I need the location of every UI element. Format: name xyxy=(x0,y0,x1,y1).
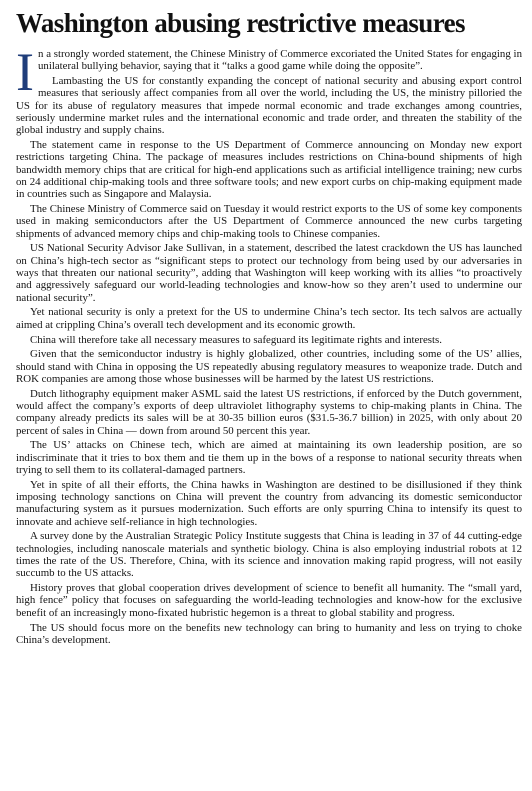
article-paragraph: Yet in spite of all their efforts, the China hawks in Washington are destined to be disillusioned if they think imposing technology sanctions on China will prevent the country from advancing its domestic semiconductor manufacturing system as it pursues modernization. Such efforts are only spurring China to intensify its quest to innovate and achieve self-reliance in high technologies. xyxy=(16,478,522,528)
article-paragraph: The US should focus more on the benefits new technology can bring to humanity and less on trying to choke China’s development. xyxy=(16,621,522,646)
article-paragraph: The statement came in response to the US Department of Commerce announcing on Monday new export restrictions targeting China. The package of measures includes restrictions on China-bound shipments of high bandwidth memory chips that are critical for high-end applications such as artificial intelligence training; new curbs on 24 additional chip-making tools and three software tools; and new export curbs on chip-making equipment made in countries such as Singapore and Malaysia. xyxy=(16,139,522,201)
article-paragraph xyxy=(16,42,522,102)
drop-cap: I xyxy=(16,42,34,102)
article-paragraph: US National Security Advisor Jake Sullivan, in a statement, described the latest crackdown the US has launched on China’s high-tech sector as “significant steps to protect our technology from being used by our adversaries in ways that threaten our national security”, adding that Washington will keep working with its allies “to proactively and aggressively safeguard our world-leading technologies and know-how so they aren’t used to undermine our national security”. xyxy=(16,242,522,304)
article-paragraph: Dutch lithography equipment maker ASML said the latest US restrictions, if enforced by the Dutch government, would affect the company’s exports of deep ultraviolet lithography systems to chip-making plants in China. The company already predicts its sales will be at 30-35 billion euros ($31.5-36.7 billion) in 2025, with only about 20 percent of sales in China — down from around 50 percent this year. xyxy=(16,387,522,437)
article-paragraph: Yet national security is only a pretext for the US to undermine China’s tech sector. Its tech salvos are actually aimed at crippling China’s overall tech development and its economic growth. xyxy=(16,306,522,331)
article-paragraph: Given that the semiconductor industry is highly globalized, other countries, including some of the US’ allies, should stand with China in opposing the US repeatedly abusing regulatory measures to weaponize trade. Dutch and ROK companies are among those whose businesses will be harmed by the latest US restrictions. xyxy=(16,348,522,385)
article-paragraph: China will therefore take all necessary measures to safeguard its legitimate rights and interests. xyxy=(30,333,442,346)
article-paragraph: The US’ attacks on Chinese tech, which are aimed at maintaining its own leadership position, are so indiscriminate that it tries to box them and tie them up in the bows of a response to national security threats when trying to sell them to its collateral-damaged partners. xyxy=(16,439,522,476)
paragraph-text: n a strongly worded statement, the Chinese Ministry of Commerce excoriated the United States for engaging in unilateral bullying behavior, saying that it “talks a good game while doing the opposite”. xyxy=(37,48,522,73)
article-paragraph: History proves that global cooperation drives development of science to benefit all humanity. The “small yard, high fence” policy that focuses on safeguarding the world-leading technologies and know-how for the exclusive benefit of an increasingly mono-fixated hubristic hegemon is a threat to global stability and progress. xyxy=(16,582,522,619)
article-paragraph: A survey done by the Australian Strategic Policy Institute suggests that China is leading in 37 of 44 cutting-edge technologies, including nanoscale materials and synthetic biology. China is also employing industrial robots at 12 times the rate of the US. Therefore, China, with its science and innovation making rapid progress, will not easily succumb to the US attacks. xyxy=(16,530,522,580)
article-body xyxy=(16,42,522,646)
article-headline: Washington abusing restrictive measures xyxy=(16,8,465,38)
article-paragraph: Lambasting the US for constantly expanding the concept of national security and abusing export control measures that seriously affect companies from all over the world, including the US, the ministry pilloried the US for its abuse of regulatory measures that impede normal economic and trade exchanges among countries, seriously undermine market rules and the international economic and trade order, and threaten the stability of the global industry and supply chains. xyxy=(16,75,522,137)
article-paragraph: The Chinese Ministry of Commerce said on Tuesday it would restrict exports to the US of some key components used in making semiconductors after the US Department of Commerce announced the new curbs targeting shipments of advanced memory chips and chip-making tools to Chinese companies. xyxy=(16,203,522,240)
